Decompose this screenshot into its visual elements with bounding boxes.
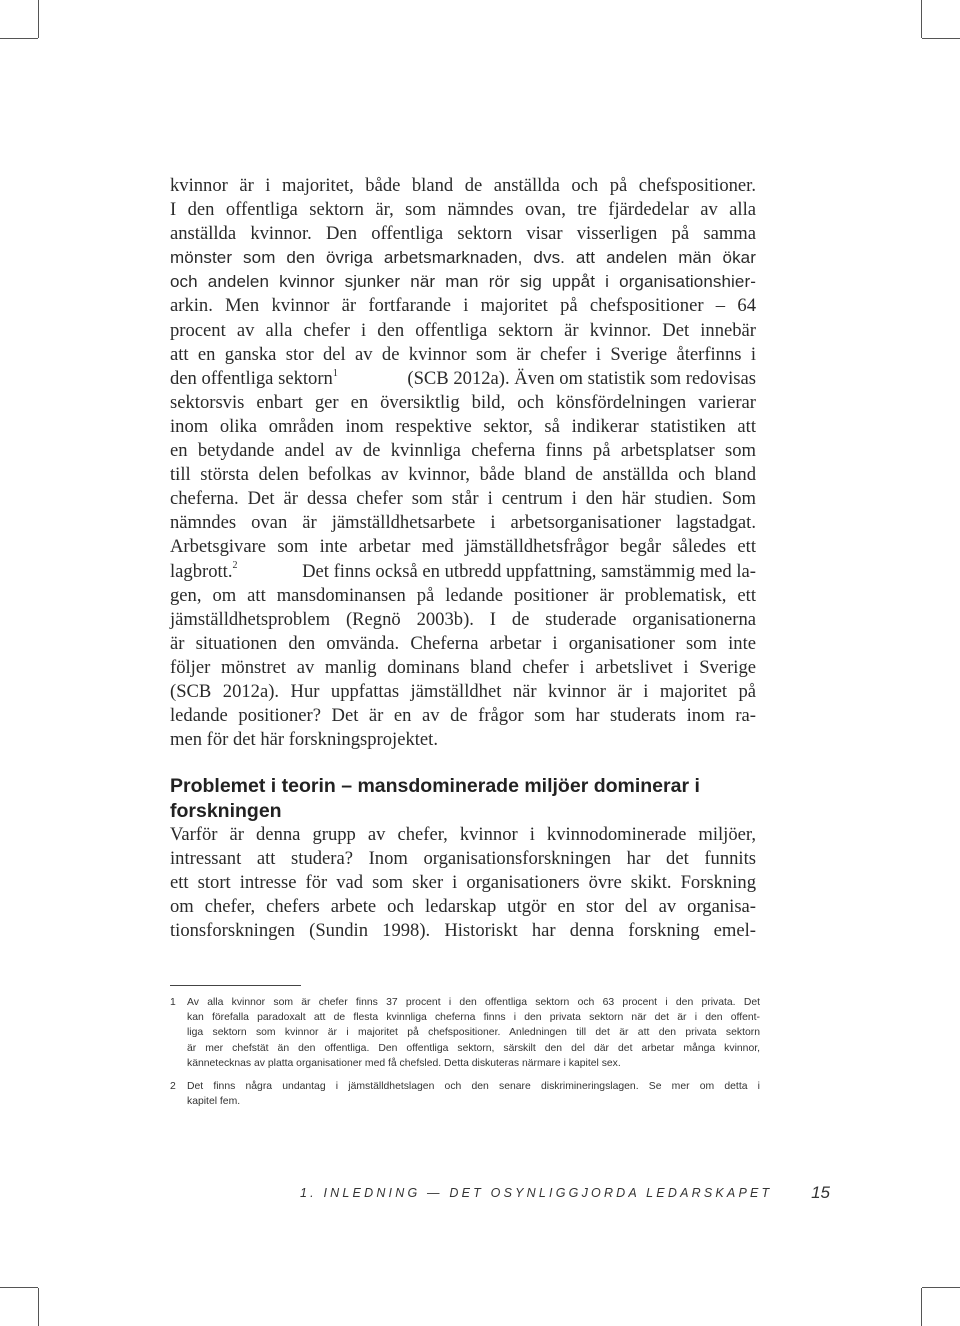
footnote-text: [187, 1079, 760, 1109]
text-line: till största delen befolkas av kvinnor, både bland de anställda och bland: [170, 464, 756, 486]
text-line: jämställdhetsproblem (Regnö 2003b). I de studerade organisationerna: [170, 608, 756, 630]
text-line: och andelen kvinnor sjunker när man rör sig uppåt i organisationshier-: [170, 272, 756, 292]
footnote-text: [187, 995, 760, 1071]
text-line: men för det här forskningsprojektet.: [170, 729, 438, 751]
footnote-line: kännetecknas av platta organisationer med få chefsled. Detta diskuteras närmare i kapitel sex.: [187, 1057, 621, 1069]
text-fragment: lagbrott.$^2$: [170, 560, 238, 582]
text-line: tionsforskningen (Sundin 1998). Historiskt har denna forskning emel-: [170, 920, 756, 942]
text-line: inom olika områden inom respektive sektor, så indikerar statistiken att: [170, 415, 756, 437]
text-line: följer mönstret av manlig dominans bland chefer i arbetslivet i Sverige: [170, 656, 756, 678]
page-number: 15: [811, 1183, 830, 1202]
running-footer: 1. INLEDNING — DET OSYNLIGGJORDA LEDARSKAPET: [300, 1186, 773, 1200]
text-line: I den offentliga sektorn är, som nämndes ovan, tre fjärdedelar av alla: [170, 199, 756, 221]
text-fragment: (SCB 2012a). Även om statistik som redovisas: [407, 367, 756, 389]
text-line: gen, om att mansdominansen på ledande positioner är problematisk, ett: [170, 584, 756, 606]
crop-mark: [38, 1288, 39, 1326]
section-heading: Problemet i teorin – mansdominerade miljöer dominerar i forskningen: [170, 775, 700, 822]
footnote-divider: [170, 985, 301, 986]
text-line: anställda kvinnor. Den offentliga sektorn visar visserligen på samma: [170, 223, 756, 245]
section-paragraph: [170, 823, 756, 943]
crop-mark: [0, 1287, 38, 1288]
footnote-ref-1: 1: [332, 367, 338, 379]
footnote-number: 2: [170, 1081, 176, 1092]
crop-mark: [922, 1287, 960, 1288]
footnote-line: kan förefalla paradoxalt att de flesta kvinnliga cheferna finns i den privata sektorn när det är i den offent-: [187, 1012, 760, 1024]
text-line: [170, 367, 756, 391]
text-line: ledande positioner? Det är en av de frågor som har studerats inom ra-: [170, 705, 756, 727]
footnote-line: Det finns några undantag i jämställdhetslagen och den senare diskrimineringslagen. Se mer om detta i: [187, 1081, 760, 1092]
text-line: Varför är denna grupp av chefer, kvinnor i kvinnodominerade miljöer,: [170, 824, 756, 845]
text-line: att en ganska stor del av de kvinnor som är chefer i Sverige återfinns i: [170, 343, 756, 365]
text-line: [170, 560, 756, 584]
crop-mark: [38, 0, 39, 38]
crop-mark: [922, 38, 960, 39]
crop-mark: [921, 1288, 922, 1326]
crop-mark: [921, 0, 922, 38]
crop-mark: [0, 38, 38, 39]
body-paragraph: [170, 174, 756, 752]
text-line: en betydande andel av de kvinnliga cheferna finns på arbetsplatser som: [170, 440, 756, 462]
footnote-line: kapitel fem.: [187, 1096, 241, 1108]
text-line: (SCB 2012a). Hur uppfattas jämställdhet när kvinnor är i majoritet på: [170, 680, 756, 702]
text-fragment: den offentliga sektorn$^1$: [170, 367, 338, 389]
footnote-number: 1: [170, 997, 176, 1008]
footnote-line: är mer chefstät än den offentliga. Den offentliga sektorn, särskilt den del där det arbetar många kvinnor,: [187, 1042, 760, 1054]
text-line: kvinnor är i majoritet, både bland de anställda och på chefspositioner.: [170, 175, 756, 196]
text-line: arkin. Men kvinnor är fortfarande i majoritet på chefspositioner – 64: [170, 295, 756, 317]
text-line: procent av alla chefer i den offentliga sektorn är kvinnor. Det innebär: [170, 319, 756, 341]
text-line: cheferna. Det är dessa chefer som står i centrum i den här studien. Som: [170, 488, 756, 510]
text-line: om chefer, chefers arbete och ledarskap utgör en stor del av organisa-: [170, 896, 756, 918]
text-line: mönster som den övriga arbetsmarknaden, dvs. att andelen män ökar: [170, 248, 756, 268]
text-fragment: Det finns också en utbredd uppfattning, samstämmig med la-: [302, 560, 756, 582]
text-line: nämndes ovan är jämställdhetsarbete i arbetsorganisationer lagstadgat.: [170, 512, 756, 534]
footnote-line: Av alla kvinnor som är chefer finns 37 procent i den offentliga sektorn och 63 procent i den privata. Det: [187, 997, 760, 1008]
text-line: sektorsvis enbart ger en översiktlig bild, och könsfördelningen varierar: [170, 391, 756, 413]
footnote-ref-2: 2: [232, 560, 238, 572]
text-line: Arbetsgivare som inte arbetar med jämställdhetsfrågor begår således ett: [170, 536, 756, 558]
text-line: är situationen den omvända. Cheferna arbetar i organisationer som inte: [170, 632, 756, 654]
text-line: intressant att studera? Inom organisationsforskningen har det funnits: [170, 848, 756, 870]
footnote-line: liga sektorn som kvinnor är i majoritet på chefspositioner. Anledningen till det är att den privata sektorn: [187, 1027, 760, 1039]
text-line: ett stort intresse för vad som sker i organisationers övre skikt. Forskning: [170, 872, 756, 894]
